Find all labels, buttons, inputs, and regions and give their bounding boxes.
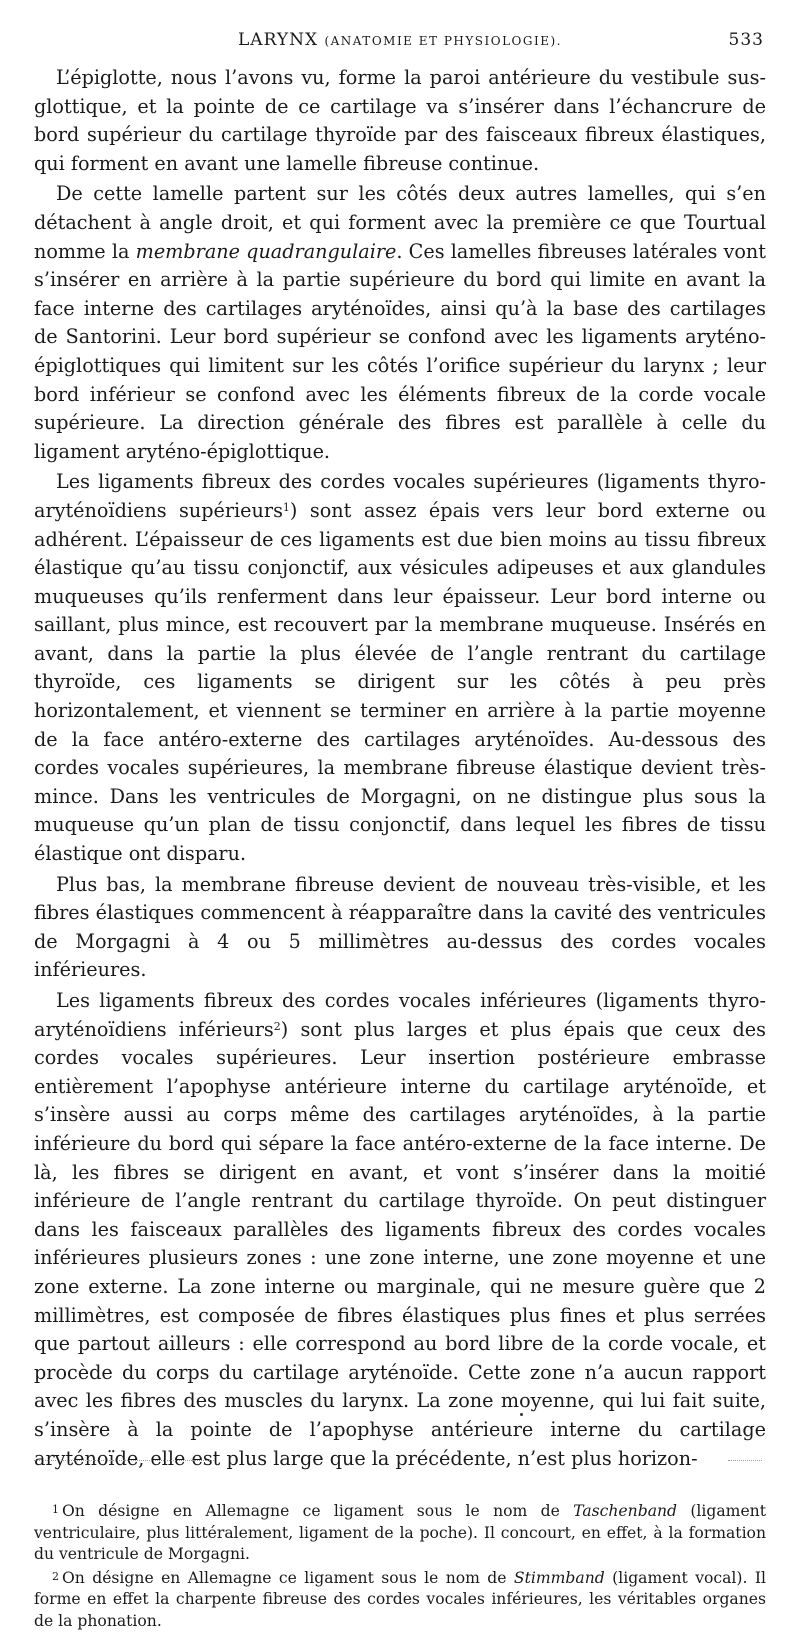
paragraph-4: Plus bas, la membrane fibreuse devient de nouveau très-visible, et les fibres élastiques commencent à réapparaître dans la cavité des ventricules de Morgagni à 4 ou 5 millimètres au-dessus des cordes vocales inférieures. [34, 872, 766, 982]
footnote-ref-2: 2 [273, 1019, 281, 1033]
paragraph-5-part-b: ) sont plus larges et plus épais que ceux des cordes vocales supérieures. Leur insertion postérieure embrasse entièrement l’apophyse antérieure interne du cartilage aryténoïde, et s’insère aussi au corps même des cartilages aryténoïdes, à la partie inférieure du bord qui sépare la face antéro-externe de la face interne. De là, les fibres se dirigent en avant, et vont s’insérer dans la moitié inférieure de l’angle rentrant du cartilage thyroïde. On peut distinguer dans les faisceaux parallèles des ligaments fibreux des cordes vocales inférieures plusieurs zones : une zone interne, une zone moyenne et une zone externe. La zone interne ou marginale, qui ne mesure guère que 2 millimètres, est composée de fibres élastiques plus fines et plus serrées que partout ailleurs : elle correspond au bord libre de la corde vocale, et procède du corps du cartilage aryténoïde. Cette zone n’a aucun rapport avec les fibres des muscles du larynx. La zone moyenne, qui lui fait suite, s’insère à la pointe de l’apophyse antérieure interne du cartilage aryténoïde, elle est plus large que la précédente, n’est plus horizon- [34, 1017, 766, 1470]
footnote-2-number: 2 [52, 1569, 59, 1583]
running-title-sub: (ANATOMIE ET PHYSIOLOGIE). [324, 34, 562, 48]
footnote-1 [34, 1499, 766, 1566]
footnote-1-part-a: On désigne en Allemagne ce ligament sous le nom de [62, 1502, 574, 1521]
page [34, 30, 766, 1633]
main-text [34, 64, 766, 1473]
running-title-main: LARYNX [238, 30, 319, 50]
footnote-1-italic: Taschenband [573, 1502, 678, 1521]
running-header [34, 30, 766, 60]
paragraph-2-italic: membrane quadrangulaire [135, 239, 397, 263]
footnote-1-number: 1 [52, 1503, 59, 1517]
footnote-2 [34, 1566, 766, 1633]
paragraph-3-part-b: ) sont assez épais vers leur bord externe ou adhérent. L’épaisseur de ces ligaments est due bien moins au tissu fibreux élastique qu’au tissu conjonctif, aux vésicules adipeuses et aux glandules muqueuses qu’ils renferment dans leur épaisseur. Leur bord interne ou saillant, plus mince, est recouvert par la membrane muqueuse. Insérés en avant, dans la partie la plus élevée de l’angle rentrant du cartilage thyroïde, ces ligaments se dirigent sur les côtés à peu près horizontalement, et viennent se terminer en arrière à la partie moyenne de la face antéro-externe des cartilages aryténoïdes. Au-dessous des cordes vocales supérieures, la membrane fibreuse élastique devient très-mince. Dans les ventricules de Morgagni, on ne distingue plus sous la muqueuse qu’un plan de tissu conjonctif, dans lequel les fibres de tissu élastique ont disparu. [34, 498, 766, 866]
paragraph-3 [34, 468, 766, 868]
paragraph-2-part-a: De cette lamelle partent sur les côtés deux autres lamelles, qui s’en détachent à angle droit, et qui forment avec la première ce que Tourtual nomme la [34, 182, 766, 263]
stray-mark [520, 1413, 523, 1416]
bottom-dotted-rule-left [34, 1460, 214, 1461]
footnote-1-part-b: (ligament ventriculaire, plus littéralement, ligament de la poche). Il concourt, en effet, à la formation du ventricule de Morgagni. [34, 1502, 766, 1564]
paragraph-5-part-a: Les ligaments fibreux des cordes vocales inférieures (ligaments thyro-aryténoïdiens inférieurs [34, 989, 766, 1041]
paragraph-1: L’épiglotte, nous l’avons vu, forme la paroi antérieure du vestibule sus-glottique, et la pointe de ce cartilage va s’insérer dans l’échancrure de bord supérieur du cartilage thyroïde par des faisceaux fibreux élastiques, qui forment en avant une lamelle fibreuse continue. [34, 66, 766, 175]
footnotes [34, 1499, 766, 1633]
page-number: 533 [728, 30, 764, 50]
footnote-2-italic: Stimmband [513, 1568, 605, 1587]
footnote-2-part-a: On désigne en Allemagne ce ligament sous le nom de [62, 1568, 514, 1587]
bottom-dotted-rule-right [728, 1460, 762, 1461]
paragraph-2-part-b: . Ces lamelles fibreuses latérales vont s’insérer en arrière à la partie supérieure du bord qui limite en avant la face interne des cartilages aryténoïdes, ainsi qu’à la base des cartilages de Santorini. Leur bord supérieur se confond avec les ligaments aryténo-épiglottiques qui limitent sur les côtés l’orifice supérieur du larynx ; leur bord inférieur se confond avec les éléments fibreux de la corde vocale supérieure. La direction générale des fibres est parallèle à celle du ligament aryténo-épiglottique. [34, 239, 766, 463]
paragraph-2 [34, 180, 766, 466]
paragraph-3-part-a: Les ligaments fibreux des cordes vocales supérieures (ligaments thyro-aryténoïdiens supérieurs [34, 470, 766, 522]
paragraph-5 [34, 987, 766, 1473]
running-title [34, 30, 766, 50]
footnote-2-part-b: (ligament vocal). Il forme en effet la charpente fibreuse des cordes vocales inférieures, les véritables organes de la phonation. [34, 1568, 766, 1631]
footnote-ref-1: 1 [282, 500, 290, 514]
